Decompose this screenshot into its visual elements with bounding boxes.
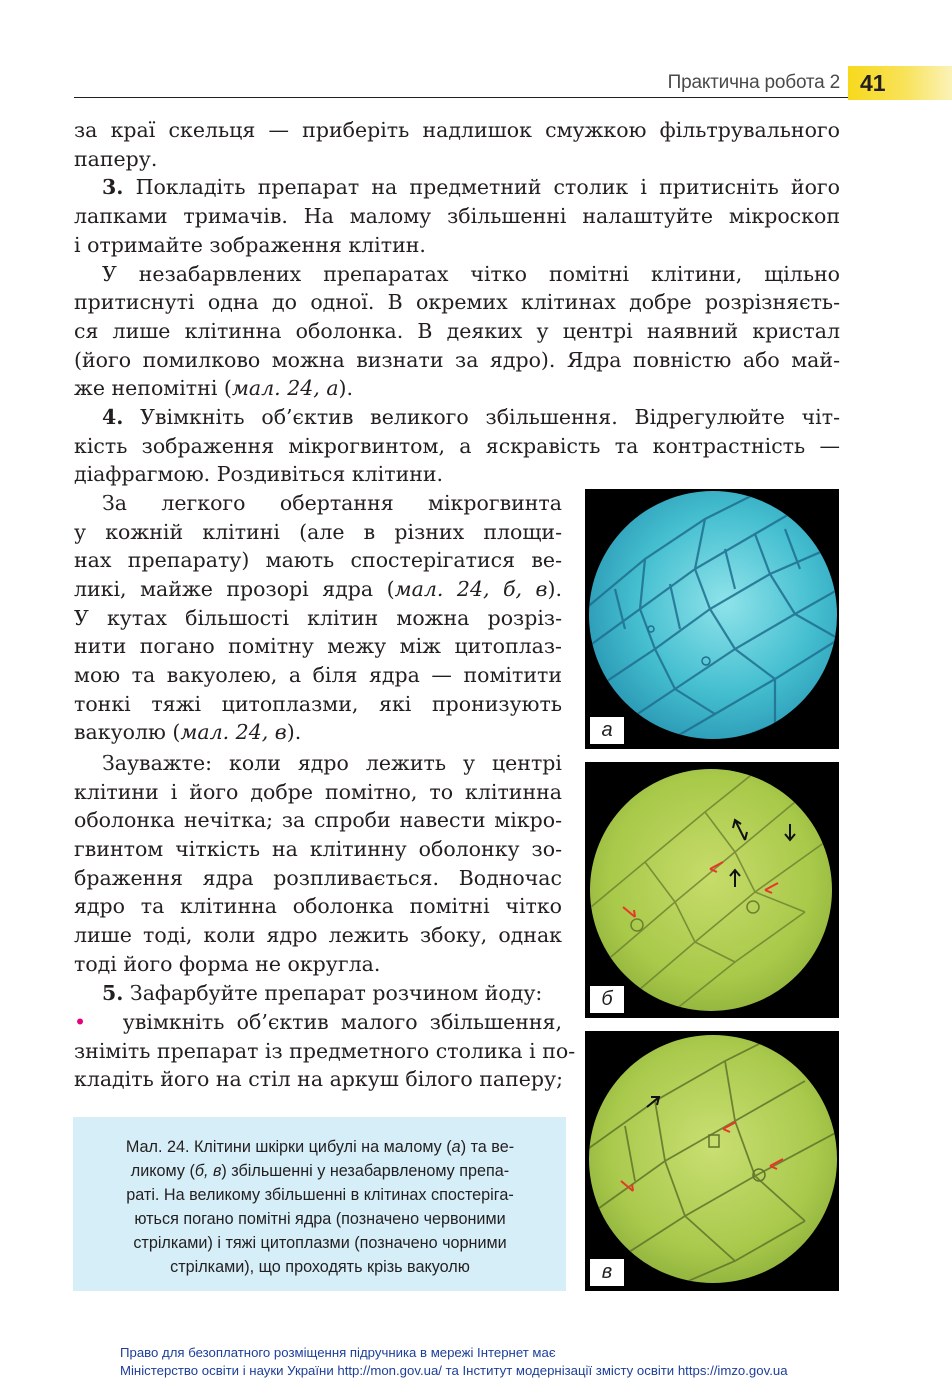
paragraph-line: У кутах більшості клітин можна розріз- [74,606,562,630]
paragraph-line: гвинтом чіткість на клітинну оболонку зо- [74,837,562,861]
page-number: 41 [860,70,886,96]
paragraph-line: клітини і його добре помітно, то клітинна [74,780,562,804]
paragraph-line: ликі, майже прозорі ядра (мал. 24, б, в). [74,577,562,601]
step-number: 5. [102,981,124,1005]
paragraph-line: лише тоді, коли ядро лежить збоку, однак [74,923,562,947]
paragraph-line: тоді його форма не округла. [74,952,381,976]
paragraph-line: У незабарвлених препаратах чітко помітні клітини, щільно [102,262,840,286]
paragraph-line: кладіть його на стіл на аркуш білого паперу; [74,1067,564,1091]
figure-reference: мал. 24, б, в [394,577,548,601]
paragraph-line: браження ядра розпливається. Водночас [74,866,562,890]
paragraph-line: же непомітні (мал. 24, а). [74,376,354,400]
micrograph-v-image [585,1031,839,1291]
paragraph-line: зніміть препарат із предметного столика і по- [74,1039,576,1063]
paragraph-line: ядро та клітинна оболонка помітні чітко [74,894,562,918]
step-number: 4. [102,405,124,429]
paragraph-line: лапками тримачів. На малому збільшенні налаштуйте мікроскоп [74,204,840,228]
paragraph-line: (його помилково можна визнати за ядро). Ядра повністю або май- [74,348,840,372]
paragraph-line: і отримайте зображення клітин. [74,233,426,257]
paragraph-line: діафрагмою. Роздивіться клітини. [74,462,444,486]
footer-license-line-2: Міністерство освіти і науки України http://mon.gov.ua/ та Інститут модернізації змісту освіти https://imzo.gov.ua [120,1363,788,1378]
paragraph-line: ся лише клітинна оболонка. В деяких у центрі наявний кристал [74,319,840,343]
micrograph-b-image [585,762,839,1018]
micrograph-a [585,489,839,749]
paragraph-line: паперу. [74,147,158,171]
figure-reference: мал. 24, в [180,720,287,744]
micrograph-v [585,1031,839,1291]
paragraph-line: Зауважте: коли ядро лежить у центрі [102,751,562,775]
paragraph-line: вакуолю (мал. 24, в). [74,720,302,744]
paragraph-line: за краї скельця — приберіть надлишок смужкою фільтрувального [74,118,840,142]
paragraph-line: За легкого обертання мікрогвинта [102,491,562,515]
figure-reference: мал. 24, а [231,376,339,400]
step-4-paragraph: 4. Увімкніть об’єктив великого збільшення. Відрегулюйте чіт- [102,405,840,429]
step-5-paragraph: 5. Зафарбуйте препарат розчином йоду: [102,981,543,1005]
bullet-icon: • [74,1010,87,1034]
figure-caption: Мал. 24. Клітини шкірки цибулі на малому (а) та ве- ликому (б, в) збільшенні у незабарвленому препа- раті. На великому збільшенні в клітинах спостеріга- ються погано помітні ядра (позначено червоними стрілками) і тяжі цитоплазми (позначено чорними стрілками), що проходять крізь вакуолю [125,1138,515,1276]
paragraph-line: нах препарату) мають спостерігатися ве- [74,548,562,572]
footer-license-line-1: Право для безоплатного розміщення підручника в мережі Інтернет має [120,1345,556,1360]
paragraph-line: тонкі тяжі цитоплазми, які пронизують [74,692,562,716]
step-number: 3. [102,175,124,199]
header-rule [74,97,848,98]
paragraph-line: оболонка нечітка; за спроби навести мікро- [74,808,562,832]
figure-label-v: в [590,1259,624,1286]
micrograph-b [585,762,839,1018]
paragraph-line: кість зображення мікрогвинтом, а яскравість та контрастність — [74,434,840,458]
figure-label-b: б [590,986,624,1013]
paragraph-line: нити погано помітну межу між цитоплаз- [74,634,562,658]
figure-label-a: а [590,717,624,744]
step-3-paragraph: 3. Покладіть препарат на предметний столик і притисніть його [102,175,840,199]
running-title: Практична робота 2 [667,72,840,93]
paragraph-line: мою та вакуолею, а біля ядра — помітити [74,663,562,687]
paragraph-line: у кожній клітині (але в різних площи- [74,520,562,544]
bullet-item: • увімкніть об’єктив малого збільшення, [74,1010,562,1034]
paragraph-line: притиснуті одна до одної. В окремих клітинах добре розрізняєть- [74,290,840,314]
micrograph-a-image [585,489,839,749]
